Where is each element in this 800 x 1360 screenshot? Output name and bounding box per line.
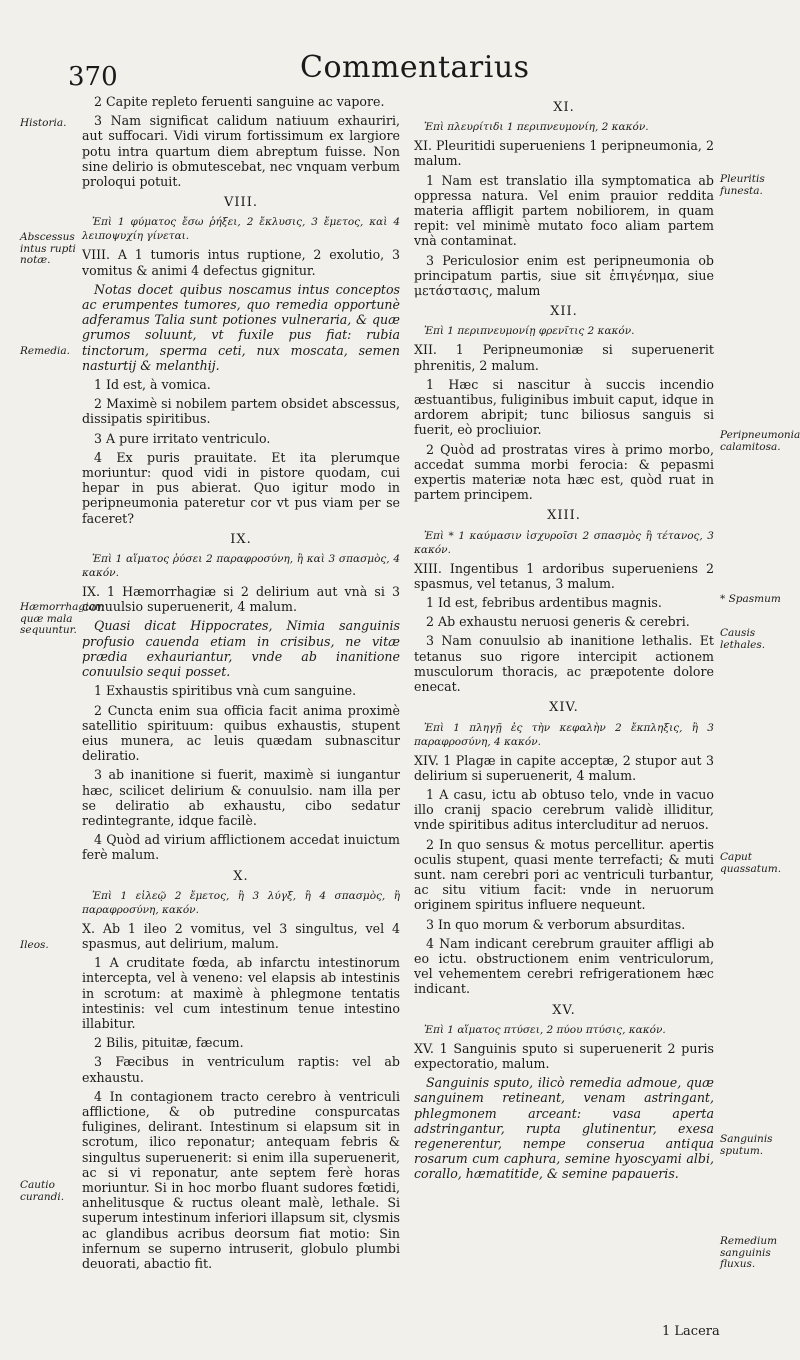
greek-aphorism: Ἐπὶ 1 αἵματος ῥύσει 2 παραφροσύνη, ἢ καὶ 3 σπασμὸς, 4 κακόν. (82, 553, 400, 580)
section-heading: XIII. (547, 508, 581, 524)
section-heading: XIV. (549, 700, 579, 716)
comment-note: 1 Id est, febribus ardentibus magnis. (426, 595, 662, 611)
comment-note: 3 Nam conuulsio ab inanitione lethalis. Et tetanus suo rigore intercipit actionem musculorum thoracis, ac præpotente dolore enecat. (414, 633, 714, 695)
greek-aphorism: Ἐπὶ 1 αἵματος πτύσει, 2 πύου πτύσις, κακόν. (424, 1023, 666, 1036)
italic-commentary: Notas docet quibus noscamus intus conceptos ac erumpentes tumores, quo remedia opportunè adferamus Talia sunt potiones vulneraria, & quæ grumos soluunt, vt fuxile pus fiat: rubia tinctorum, sperma ceti, nux moscata, semen nasturtij & melanthij. (82, 281, 400, 373)
greek-aphorism: Ἐπὶ 1 φύματος ἔσω ῥήξει, 2 ἔκλυσις, 3 ἔμετος, καὶ 4 λειποψυχίη γίνεται. (82, 216, 400, 243)
margin-note-remedia: Remedia. (20, 345, 70, 357)
margin-note-peripneumonia: Peripneumonia calamitosa. (720, 429, 800, 453)
comment-note: 1 Hæc si nascitur à succis incendio æstuantibus, fuliginibus imbuit caput, idque in ardorem abripit; tunc biliosus sanguis si fuerit, eò procliuior. (414, 376, 714, 438)
section-heading: XV. (552, 1002, 576, 1018)
latin-aphorism: VIII. A 1 tumoris intus ruptione, 2 exolutio, 3 vomitus & animi 4 defectus gignitur. (82, 247, 400, 278)
comment-note: 2 Maximè si nobilem partem obsidet abscessus, dissipatis spiritibus. (82, 396, 400, 427)
section-heading: X. (233, 868, 249, 884)
comment-note: 3 In quo morum & verborum absurditas. (426, 916, 686, 932)
comment-note: 4 Quòd ad virium afflictionem accedat inuictum ferè malum. (82, 832, 400, 863)
comment-note: 1 A casu, ictu ab obtuso telo, vnde in vacuo illo cranij spacio cerebrum validè illiditur, vnde spiritibus aditus intercluditur ad neruos. (414, 786, 714, 833)
margin-note-caput: Caput quassatum. (720, 851, 782, 875)
margin-note-sanguinis: Sanguinis sputum. (720, 1133, 773, 1157)
margin-note-remedium: Remedium sanguinis fluxus. (720, 1235, 778, 1270)
latin-aphorism: XV. 1 Sanguinis sputo si superuenerit 2 puris expectoratio, malum. (414, 1040, 714, 1071)
comment-note: 1 Id est, à vomica. (94, 377, 211, 393)
greek-aphorism: Ἐπὶ 1 περιπνευμονίῃ φρενῖτις 2 κακόν. (424, 325, 635, 338)
section-heading: IX. (230, 531, 252, 547)
italic-commentary: Quasi dicat Hippocrates, Nimia sanguinis profusio cauenda etiam in crisibus, ne vitæ prædia exhauriantur, vnde ab inanitione conuulsio sequi posset. (82, 618, 400, 680)
comment-note: 2 Quòd ad prostratas vires à primo morbo, accedat summa morbi ferocia: & pepasmi expertis materiæ nota hæc est, quòd ruat in partem principem. (414, 441, 714, 503)
right-column (414, 94, 714, 1186)
latin-aphorism: XIV. 1 Plagæ in capite acceptæ, 2 stupor aut 3 delirium si superuenerit, 4 malum. (414, 752, 714, 783)
comment-note: 3 ab inanitione si fuerit, maximè si iungantur hæc, scilicet delirium & conuulsio. nam illa per se deliratio ab exhaustu, cibo sedatur redintegrante, idque facilè. (82, 767, 400, 828)
margin-note-historia: Historia. (20, 117, 67, 129)
comment-note: 2 Cuncta enim sua officia facit anima proximè satellitio spirituum: quibus exhaustis, stupent eius munera, ac leuis quædam subnascitur deliratio. (82, 702, 400, 764)
greek-aphorism: Ἐπὶ 1 εἰλεῷ 2 ἔμετος, ἢ 3 λύγξ, ἢ 4 σπασμὸς, ἢ παραφροσύνη, κακόν. (82, 889, 400, 916)
greek-aphorism: Ἐπὶ πλευρίτιδι 1 περιπνευμονίη, 2 κακόν. (424, 121, 649, 134)
italic-commentary: Sanguinis sputo, ilicò remedia admoue, quæ sanguinem retineant, venam astringant, phlegmonem arceant: vasa aperta adstringantur, rupta glutinentur, exesa regenerentur, nempe conserua antiqua rosarum cum caphura, semine hyoscyami albi, corallo, hæmatitide, & semine papaueris. (414, 1075, 714, 1182)
comment-note: 2 In quo sensus & motus percellitur. apertis oculis stupent, quasi mente terrefacti; & muti sunt. nam cerebri pori ac ventriculi turbantur, ac situ vitium facit: vnde in neruorum originem spiritus influere nequeunt. (414, 836, 714, 913)
comment-note: 4 Nam indicant cerebrum grauiter affligi ab eo ictu. obstructionem enim ventriculorum, vel vehementem cerebri refrigerationem hæc indicant. (414, 935, 714, 997)
latin-aphorism: IX. 1 Hæmorrhagiæ si 2 delirium aut vnà si 3 conuulsio superuenerit, 4 malum. (82, 584, 400, 615)
latin-aphorism: XII. 1 Peripneumoniæ si superuenerit phrenitis, 2 malum. (414, 342, 714, 373)
comment-note: 2 Ab exhaustu neruosi generis & cerebri. (426, 614, 690, 630)
section-heading: XI. (553, 100, 575, 115)
left-column (82, 94, 400, 1275)
comment-note: 1 Nam est translatio illa symptomatica ab oppressa natura. Vel enim prauior reddita materia affligit partem nobiliorem, in quam repit: vel minimè mutato foco aliam partem vnà contaminat. (414, 172, 714, 249)
comment-note: 2 Bilis, pituitæ, fæcum. (94, 1035, 244, 1051)
margin-note-haemorrhagiam: Hæmorrhagiam quæ mala sequuntur. (20, 601, 105, 636)
comment-paragraph: 2 Capite repleto feruenti sanguine ac vapore. (94, 94, 385, 109)
comment-note: 1 Exhaustis spiritibus vnà cum sanguine. (94, 683, 357, 699)
margin-note-causis: Causis lethales. (720, 627, 766, 651)
margin-note-ileos: Ileos. (20, 939, 49, 951)
comment-paragraph: 3 Nam significat calidum natiuum exhauriri, aut suffocari. Vidi virum fortissimum ex largiore potu intra quartum diem abreptum fuisse. Non sine delirio is obmutescebat, nec vnquam verbum proloqui potuit. (82, 113, 400, 190)
margin-note-pleuritis: Pleuritis funesta. (720, 173, 765, 197)
section-heading: XII. (550, 304, 578, 320)
comment-note: 1 A cruditate fœda, ab infarctu intestinorum intercepta, vel à veneno: vel elapsis ab intestinis in scrotum: at maximè à phlegmone tentatis intestinis: vel cum intestinum tenue intestino illabitur. (82, 955, 400, 1031)
margin-note-cautio: Cautio curandi. (20, 1179, 65, 1203)
comment-note: 3 Periculosior enim est peripneumonia ob principatum partis, siue sit ἐπιγένημα, siue μετάστασις, malum (414, 252, 714, 299)
latin-aphorism: X. Ab 1 ileo 2 vomitus, vel 3 singultus, vel 4 spasmus, aut delirium, malum. (82, 920, 400, 951)
catchword: 1 Lacera (662, 1324, 720, 1339)
page-number: 370 (68, 62, 118, 92)
greek-aphorism: Ἐπὶ 1 πληγῇ ἐς τὴν κεφαλὴν 2 ἔκπληξις, ἢ 3 παραφροσύνη, 4 κακόν. (414, 721, 714, 748)
latin-aphorism: XIII. Ingentibus 1 ardoribus superueniens 2 spasmus, vel tetanus, 3 malum. (414, 560, 714, 591)
comment-note: 3 Fæcibus in ventriculum raptis: vel ab exhaustu. (82, 1054, 400, 1085)
margin-note-abscessus: Abscessus intus rupti notæ. (20, 231, 76, 266)
latin-aphorism: XI. Pleuritidi superueniens 1 peripneumonia, 2 malum. (414, 138, 714, 169)
section-heading: VIII. (224, 195, 258, 211)
comment-note: 4 Ex puris prauitate. Et ita plerumque moriuntur: quod vidi in pistore quodam, cui hepar in pus abierat. Quo igitur modo in peripneumonia pateretur cor vt pus viam per se faceret? (82, 449, 400, 526)
greek-aphorism: Ἐπὶ * 1 καύμασιν ἰσχυροῖσι 2 σπασμὸς ἢ τέτανος, 3 κακόν. (414, 529, 714, 556)
comment-note: 4 In contagionem tracto cerebro à ventriculi afflictione, & ob putredine conspurcatas fuligines, delirant. Intestinum si elapsum sit in scrotum, ilico reponatur; antequam febris & singultus superuenerit: si enim illa superuenerit, ac si vi reponatur, ante septem ferè horas moriuntur. Si in hoc morbo fluant sudores fœtidi, anhelitusque & ructus oleant malè, lethale. Si superum intestinum inferiori illapsum sit, clysmis ac glandibus acribus deorsum fiat motio: Sin infernum se superno intruserit, globulo plumbi deuorati, abactio fit. (82, 1088, 400, 1271)
running-head: Commentarius (300, 50, 530, 85)
comment-note: 3 A pure irritato ventriculo. (94, 430, 271, 446)
margin-note-spasmum: * Spasmum (720, 593, 781, 605)
